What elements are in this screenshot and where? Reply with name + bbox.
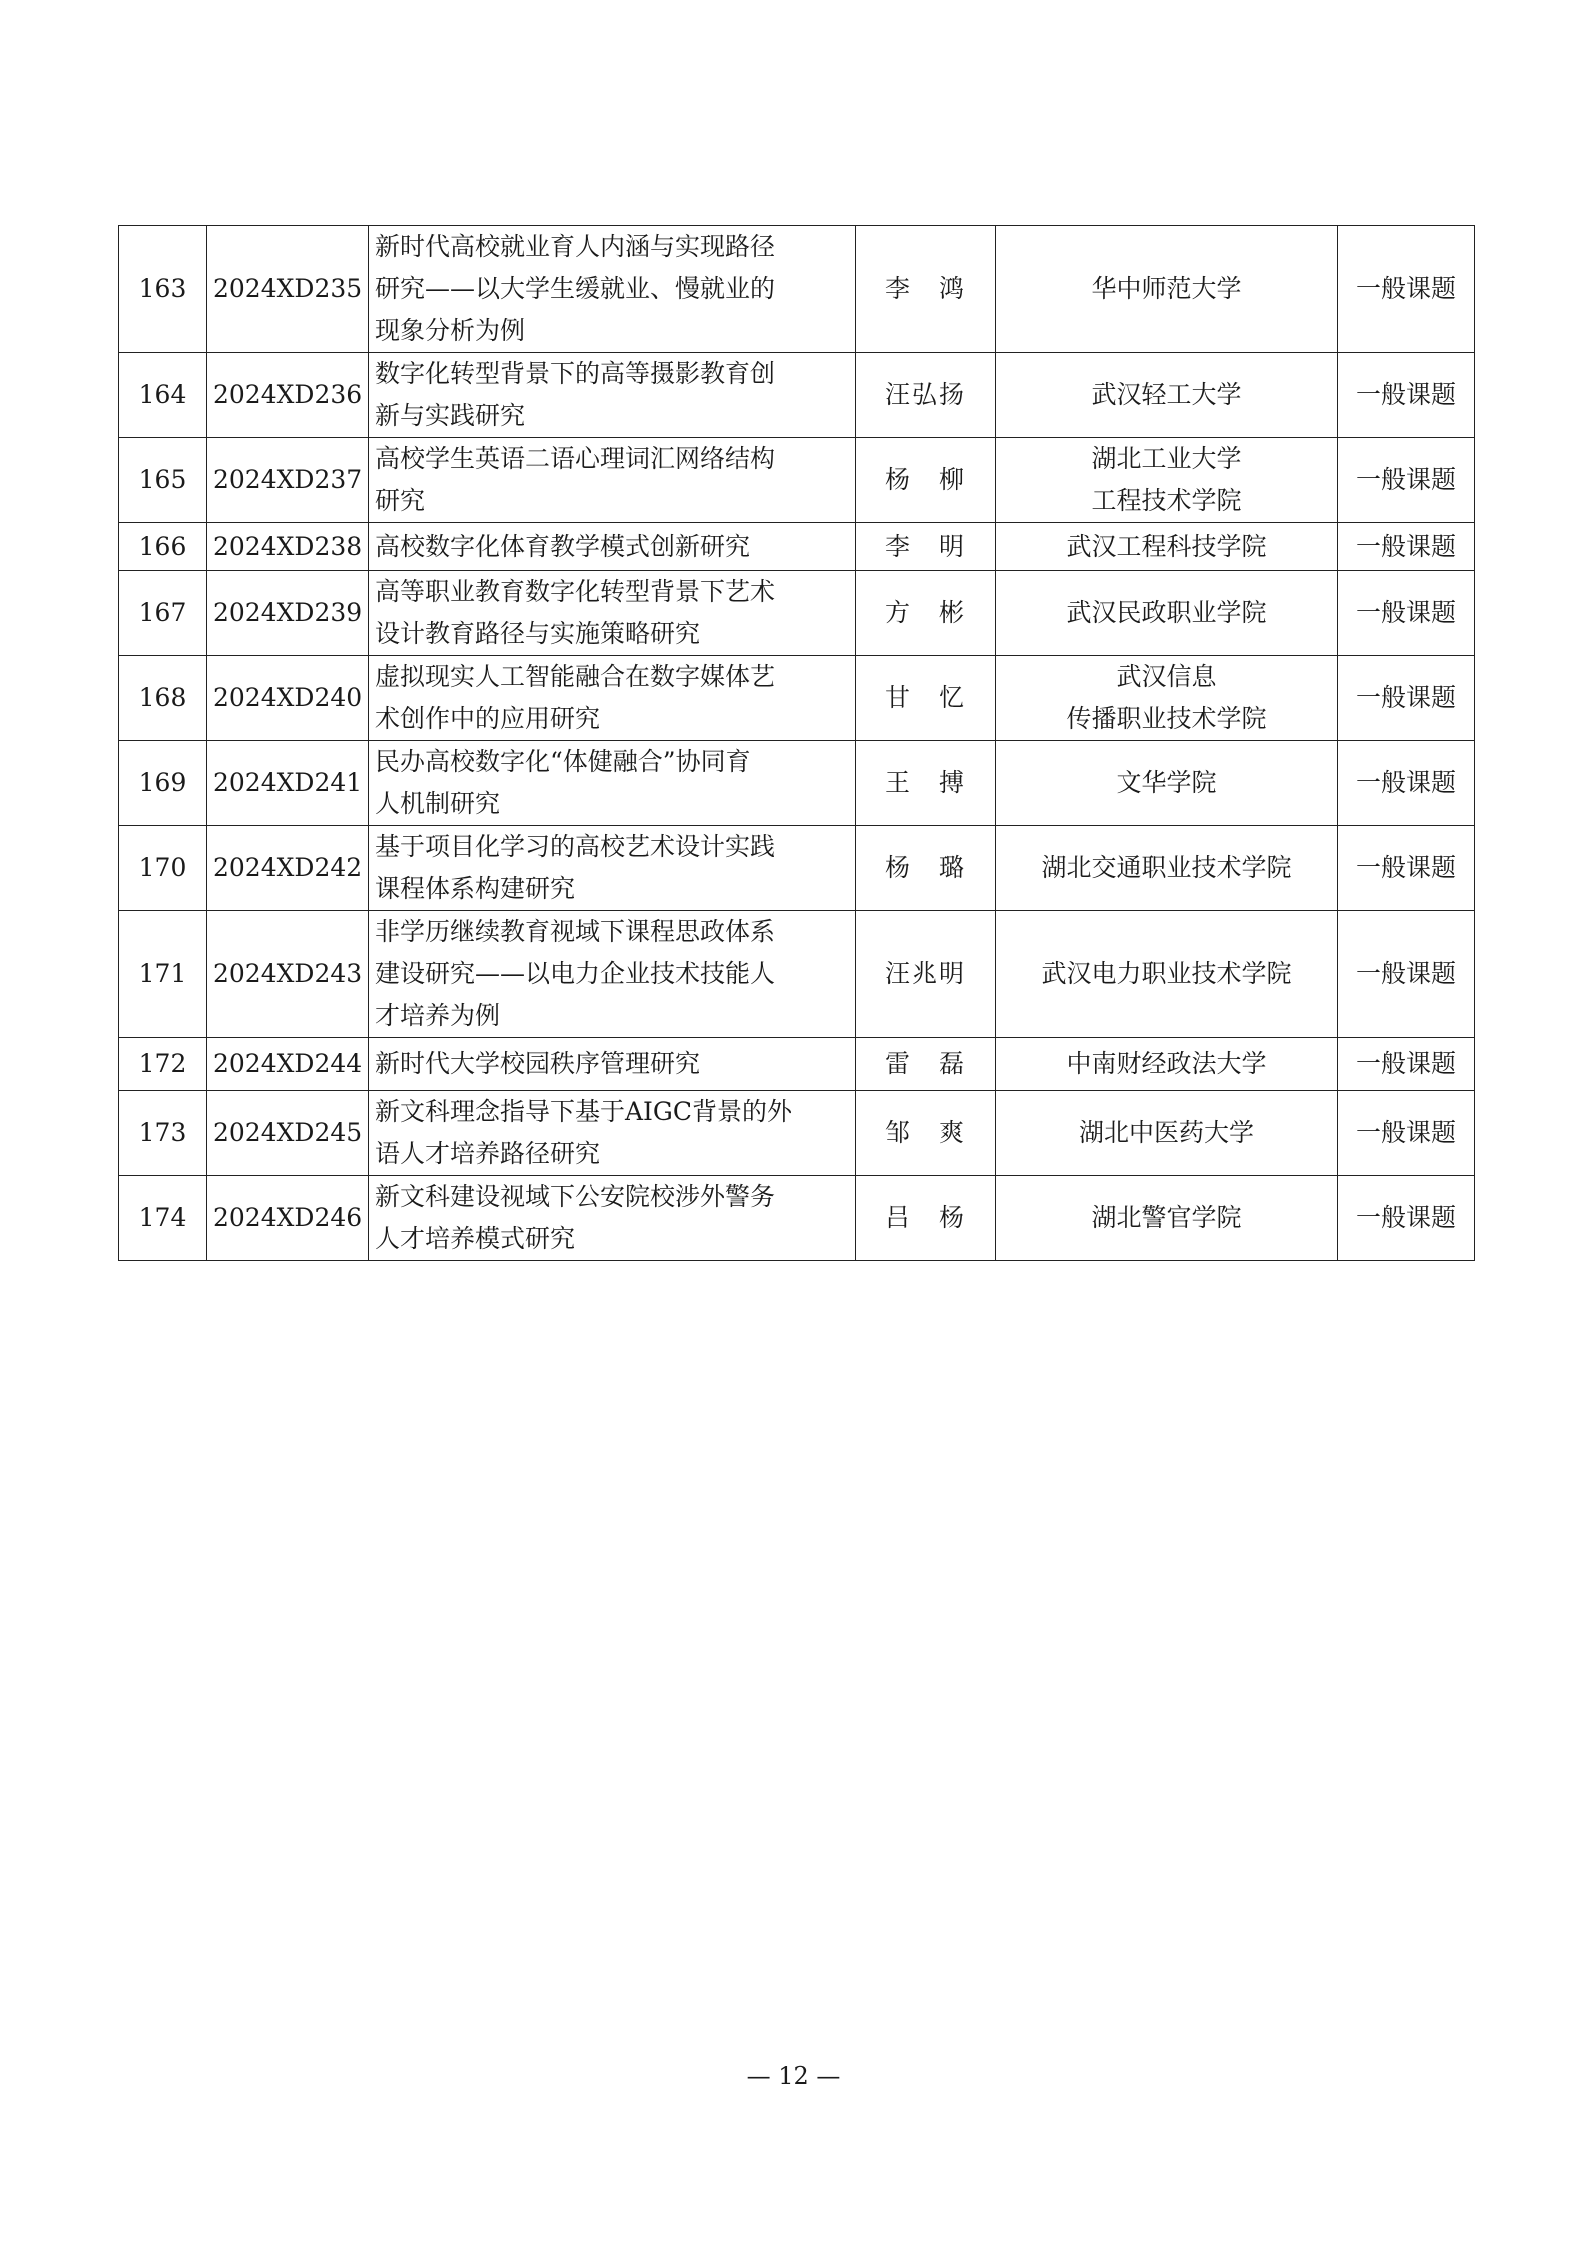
unit-cell — [996, 571, 1338, 656]
code-cell: 2024XD244 — [207, 1038, 369, 1091]
table-row — [119, 1091, 1475, 1176]
category-cell: 一般课题 — [1338, 1091, 1475, 1176]
title-cell-line: 课程体系构建研究 — [375, 874, 576, 903]
title-cell-line: 人机制研究 — [375, 789, 501, 818]
seq-cell: 164 — [119, 353, 207, 438]
table-body — [119, 226, 1475, 1261]
unit-cell-line: 工程技术学院 — [1091, 486, 1242, 515]
code-cell: 2024XD242 — [207, 826, 369, 911]
unit-cell — [996, 1038, 1338, 1091]
code-cell: 2024XD236 — [207, 353, 369, 438]
seq-cell: 165 — [119, 438, 207, 523]
code-cell: 2024XD235 — [207, 226, 369, 353]
category-cell: 一般课题 — [1338, 353, 1475, 438]
code-cell: 2024XD240 — [207, 656, 369, 741]
leader-cell: 王 搏 — [856, 741, 996, 826]
unit-cell-line: 武汉民政职业学院 — [1066, 598, 1267, 627]
seq-cell: 168 — [119, 656, 207, 741]
title-cell-line: 新文科建设视域下公安院校涉外警务 — [375, 1182, 776, 1211]
category-cell: 一般课题 — [1338, 523, 1475, 571]
leader-cell: 汪兆明 — [856, 911, 996, 1038]
title-cell-line: 研究 — [375, 486, 426, 515]
code-cell: 2024XD246 — [207, 1176, 369, 1261]
table-row — [119, 656, 1475, 741]
table-row — [119, 438, 1475, 523]
table-row — [119, 1038, 1475, 1091]
title-cell-line: 新与实践研究 — [375, 401, 526, 430]
title-cell — [369, 1176, 856, 1261]
code-cell: 2024XD245 — [207, 1091, 369, 1176]
category-cell: 一般课题 — [1338, 741, 1475, 826]
title-cell — [369, 656, 856, 741]
title-cell-line: 新时代高校就业育人内涵与实现路径 — [375, 232, 776, 261]
title-cell-line: 非学历继续教育视域下课程思政体系 — [375, 917, 776, 946]
page-number: — 12 — — [746, 2062, 841, 2090]
code-cell: 2024XD237 — [207, 438, 369, 523]
seq-cell: 172 — [119, 1038, 207, 1091]
category-cell: 一般课题 — [1338, 911, 1475, 1038]
seq-cell: 171 — [119, 911, 207, 1038]
title-cell-line: 新时代大学校园秩序管理研究 — [375, 1049, 701, 1078]
leader-cell: 雷 磊 — [856, 1038, 996, 1091]
title-cell-line: 高校学生英语二语心理词汇网络结构 — [375, 444, 776, 473]
table-row — [119, 826, 1475, 911]
category-cell: 一般课题 — [1338, 226, 1475, 353]
unit-cell-line: 华中师范大学 — [1091, 274, 1242, 303]
title-cell — [369, 741, 856, 826]
title-cell-line: 建设研究——以电力企业技术技能人 — [375, 959, 776, 988]
unit-cell — [996, 1091, 1338, 1176]
unit-cell-line: 文华学院 — [1116, 768, 1217, 797]
unit-cell — [996, 656, 1338, 741]
title-cell-line: 现象分析为例 — [375, 316, 526, 345]
unit-cell-line: 武汉轻工大学 — [1091, 380, 1242, 409]
unit-cell — [996, 523, 1338, 571]
unit-cell-line: 中南财经政法大学 — [1066, 1049, 1267, 1078]
unit-cell-line: 武汉信息 — [1116, 662, 1217, 691]
table-row — [119, 911, 1475, 1038]
title-cell-line: 研究——以大学生缓就业、慢就业的 — [375, 274, 776, 303]
unit-cell — [996, 438, 1338, 523]
unit-cell — [996, 741, 1338, 826]
unit-cell — [996, 226, 1338, 353]
title-cell-line: 术创作中的应用研究 — [375, 704, 601, 733]
table-row — [119, 353, 1475, 438]
title-cell-line: 民办高校数字化“体健融合”协同育 — [375, 747, 751, 776]
leader-cell: 邹 爽 — [856, 1091, 996, 1176]
title-cell — [369, 571, 856, 656]
title-cell-line: 高等职业教育数字化转型背景下艺术 — [375, 577, 776, 606]
title-cell — [369, 438, 856, 523]
title-cell-line: 设计教育路径与实施策略研究 — [375, 619, 701, 648]
seq-cell: 167 — [119, 571, 207, 656]
unit-cell — [996, 353, 1338, 438]
unit-cell — [996, 1176, 1338, 1261]
title-cell — [369, 1091, 856, 1176]
seq-cell: 173 — [119, 1091, 207, 1176]
title-cell-line: 语人才培养路径研究 — [375, 1139, 601, 1168]
code-cell: 2024XD238 — [207, 523, 369, 571]
seq-cell: 170 — [119, 826, 207, 911]
leader-cell: 李 鸿 — [856, 226, 996, 353]
title-cell-line: 高校数字化体育教学模式创新研究 — [375, 531, 751, 561]
title-cell-line: 新文科理念指导下基于AIGC背景的外 — [375, 1097, 793, 1126]
leader-cell: 李 明 — [856, 523, 996, 571]
title-cell-line: 数字化转型背景下的高等摄影教育创 — [375, 359, 776, 388]
unit-cell-line: 湖北工业大学 — [1091, 444, 1242, 473]
leader-cell: 杨 璐 — [856, 826, 996, 911]
leader-cell: 杨 柳 — [856, 438, 996, 523]
table-row — [119, 741, 1475, 826]
unit-cell-line: 传播职业技术学院 — [1066, 704, 1267, 733]
unit-cell-line: 湖北交通职业技术学院 — [1041, 853, 1292, 882]
unit-cell-line: 武汉电力职业技术学院 — [1041, 959, 1292, 988]
category-cell: 一般课题 — [1338, 826, 1475, 911]
leader-cell: 吕 杨 — [856, 1176, 996, 1261]
code-cell: 2024XD243 — [207, 911, 369, 1038]
code-cell: 2024XD239 — [207, 571, 369, 656]
category-cell: 一般课题 — [1338, 1038, 1475, 1091]
unit-cell-line: 湖北中医药大学 — [1078, 1118, 1254, 1147]
table-row — [119, 571, 1475, 656]
unit-cell — [996, 911, 1338, 1038]
title-cell-line: 虚拟现实人工智能融合在数字媒体艺 — [375, 662, 776, 691]
unit-cell — [996, 826, 1338, 911]
title-cell-line: 才培养为例 — [375, 1001, 501, 1030]
leader-cell: 汪弘扬 — [856, 353, 996, 438]
title-cell — [369, 353, 856, 438]
unit-cell-line: 武汉工程科技学院 — [1066, 531, 1267, 561]
table-row — [119, 1176, 1475, 1261]
title-cell-line: 基于项目化学习的高校艺术设计实践 — [375, 832, 776, 861]
table-row — [119, 226, 1475, 353]
seq-cell: 174 — [119, 1176, 207, 1261]
seq-cell: 166 — [119, 523, 207, 571]
category-cell: 一般课题 — [1338, 438, 1475, 523]
seq-cell: 163 — [119, 226, 207, 353]
title-cell-line: 人才培养模式研究 — [375, 1224, 576, 1253]
code-cell: 2024XD241 — [207, 741, 369, 826]
table-row — [119, 523, 1475, 571]
title-cell — [369, 226, 856, 353]
unit-cell-line: 湖北警官学院 — [1091, 1203, 1242, 1232]
title-cell — [369, 826, 856, 911]
category-cell: 一般课题 — [1338, 571, 1475, 656]
category-cell: 一般课题 — [1338, 1176, 1475, 1261]
project-table — [118, 225, 1475, 1261]
leader-cell: 甘 忆 — [856, 656, 996, 741]
title-cell — [369, 911, 856, 1038]
title-cell — [369, 1038, 856, 1091]
seq-cell: 169 — [119, 741, 207, 826]
category-cell: 一般课题 — [1338, 656, 1475, 741]
title-cell — [369, 523, 856, 571]
leader-cell: 方 彬 — [856, 571, 996, 656]
